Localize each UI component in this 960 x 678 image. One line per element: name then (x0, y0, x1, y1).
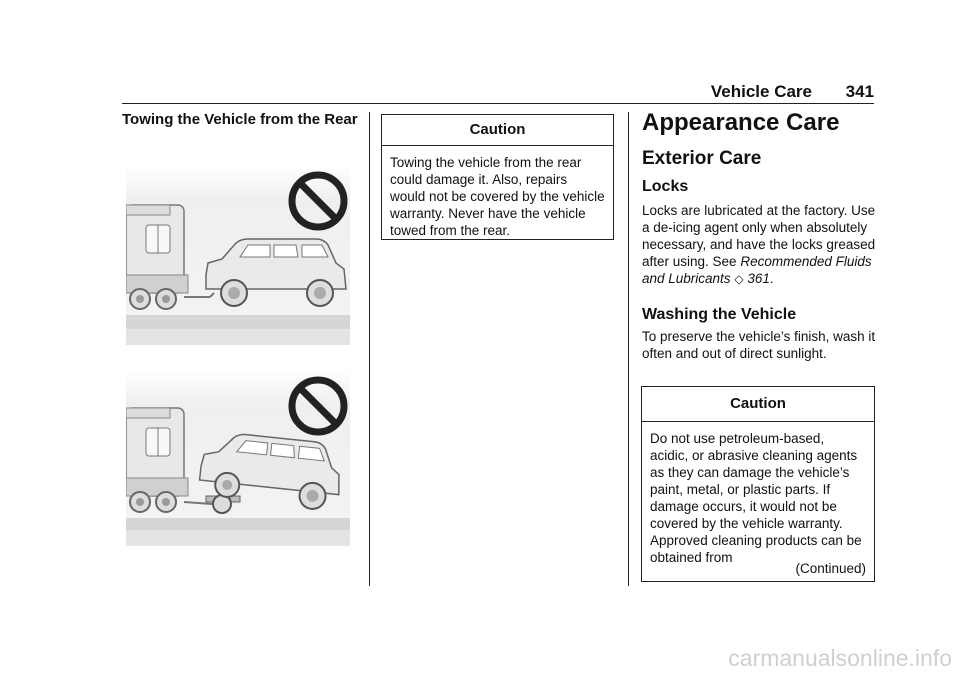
locks-paragraph (642, 202, 877, 288)
towing-heading: Towing the Vehicle from the Rear (122, 111, 358, 128)
header-rule (122, 103, 874, 104)
locks-ref-end: . (769, 271, 774, 286)
page-ref-icon: ◇ (734, 272, 744, 286)
caution-box-washing (641, 386, 875, 582)
fluids-reference-link[interactable]: Recommended Fluids and Lubricants (642, 254, 872, 286)
exterior-care-heading: Exterior Care (642, 148, 762, 169)
page-number: 341 (845, 82, 874, 101)
fluids-reference-page[interactable]: 361 (747, 271, 770, 286)
illustration-flat-tow (126, 165, 350, 345)
caution-title: Caution (382, 115, 613, 146)
watermark: carmanualsonline.info (728, 645, 952, 671)
caution-text: Do not use petroleum-based, acidic, or abrasive cleaning agents as they can damage the vehicle’s paint, metal, or plastic parts. If damage occurs, it would not be covered by the vehicle warranty. Approved cleaning products can be obtained from (650, 431, 862, 565)
illustration-dolly-tow (126, 370, 350, 546)
column-divider-right (628, 112, 629, 586)
column-divider-left (369, 112, 370, 586)
caution-text: Towing the vehicle from the rear could damage it. Also, repairs would not be covered by the vehicle warranty. Never have the vehicle towed from the rear. (390, 155, 605, 238)
appearance-care-heading: Appearance Care (642, 109, 840, 136)
page-header (122, 82, 874, 104)
caution-title: Caution (642, 387, 874, 422)
locks-text: Locks are lubricated at the factory. Use a de-icing agent only when absolutely necessary, and have the locks greased after using. See (642, 203, 876, 269)
washing-heading: Washing the Vehicle (642, 306, 797, 323)
continued-label: (Continued) (795, 561, 866, 576)
locks-heading: Locks (642, 178, 689, 195)
section-title: Vehicle Care (710, 82, 812, 101)
washing-paragraph: To preserve the vehicle’s finish, wash it often and out of direct sunlight. (642, 329, 876, 361)
caution-box-towing (381, 114, 614, 240)
